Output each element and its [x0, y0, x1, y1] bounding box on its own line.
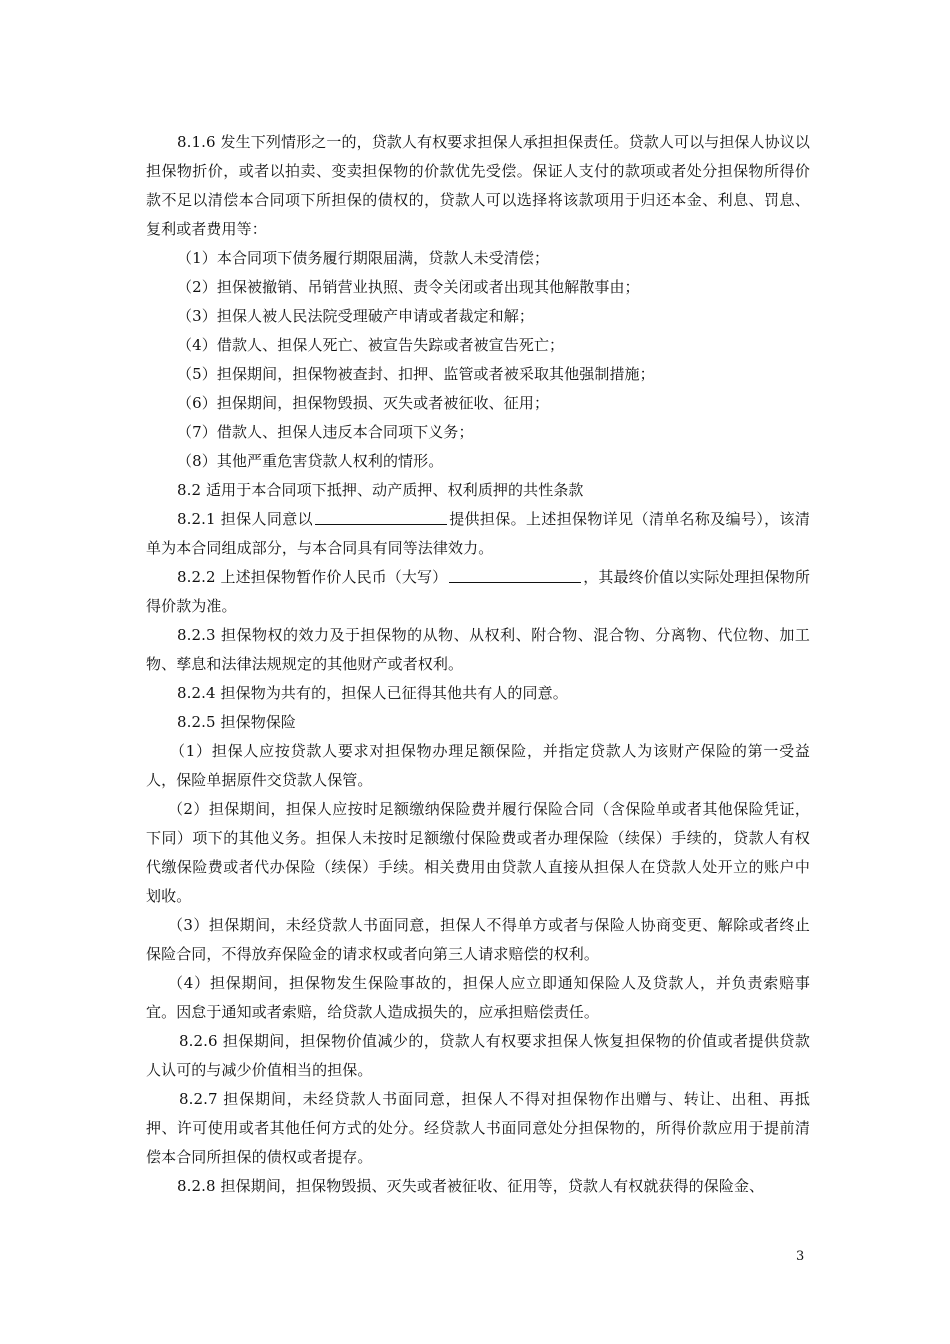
insurance-item-4: （4）担保期间，担保物发生保险事故的，担保人应立即通知保险人及贷款人，并负责索赔事宜。因怠于通知或者索赔，给贷款人造成损失的，应承担赔偿责任。: [146, 974, 810, 1021]
clause-8-2-8: 8.2.8 担保期间，担保物毁损、灭失或者被征收、征用等，贷款人有权就获得的保险金、: [177, 1177, 765, 1195]
clause-8-2-2: [146, 563, 810, 621]
clause-8-2-1-before: 8.2.1 担保人同意以: [177, 510, 313, 528]
list-item-7: （7）借款人、担保人违反本合同项下义务；: [177, 423, 474, 441]
clause-8-2-5: 8.2.5 担保物保险: [177, 713, 297, 731]
clause-8-2-2-after: ，其最终价值以实际处理担保物所得价款为准。: [146, 568, 810, 615]
fill-in-blank[interactable]: [449, 568, 581, 583]
page-number: 3: [796, 1249, 805, 1264]
document-body: [146, 128, 810, 1201]
list-item-8: （8）其他严重危害贷款人权利的情形。: [177, 452, 444, 470]
insurance-item-1: （1）担保人应按贷款人要求对担保物办理足额保险，并指定贷款人为该财产保险的第一受益人，保险单据原件交贷款人保管。: [146, 742, 810, 789]
list-item-3: （3）担保人被人民法院受理破产申请或者裁定和解；: [177, 307, 534, 325]
list-item-1: （1）本合同项下债务履行期限届满，贷款人未受清偿；: [177, 249, 550, 267]
clause-8-2-7: 8.2.7 担保期间，未经贷款人书面同意，担保人不得对担保物作出赠与、转让、出租、再抵押、许可使用或者其他任何方式的处分。经贷款人书面同意处分担保物的，所得价款应用于提前清偿本合同所担保的债权或者提存。: [146, 1090, 810, 1166]
clause-8-2-heading: 8.2 适用于本合同项下抵押、动产质押、权利质押的共性条款: [177, 481, 584, 499]
list-item-2: （2）担保被撤销、吊销营业执照、责令关闭或者出现其他解散事由；: [177, 278, 640, 296]
insurance-item-2: （2）担保期间，担保人应按时足额缴纳保险费并履行保险合同（含保险单或者其他保险凭证，下同）项下的其他义务。担保人未按时足额缴付保险费或者办理保险（续保）手续的，贷款人有权代缴保险费或者代办保险（续保）手续。相关费用由贷款人直接从担保人在贷款人处开立的账户中划收。: [146, 800, 810, 905]
clause-8-2-4: 8.2.4 担保物为共有的，担保人已征得其他共有人的同意。: [177, 684, 568, 702]
list-item-4: （4）借款人、担保人死亡、被宣告失踪或者被宣告死亡；: [177, 336, 565, 354]
clause-8-2-3: 8.2.3 担保物权的效力及于担保物的从物、从权利、附合物、混合物、分离物、代位物、加工物、孳息和法律法规规定的其他财产或者权利。: [146, 626, 810, 673]
list-item-6: （6）担保期间，担保物毁损、灭失或者被征收、征用；: [177, 394, 550, 412]
insurance-item-3: （3）担保期间，未经贷款人书面同意，担保人不得单方或者与保险人协商变更、解除或者终止保险合同，不得放弃保险金的请求权或者向第三人请求赔偿的权利。: [146, 916, 810, 963]
clause-8-2-1: [146, 505, 810, 563]
clause-8-2-1-after: 提供担保。上述担保物详见（清单名称及编号），该清单为本合同组成部分，与本合同具有同等法律效力。: [146, 510, 810, 557]
clause-8-2-6: 8.2.6 担保期间，担保物价值减少的，贷款人有权要求担保人恢复担保物的价值或者提供贷款人认可的与减少价值相当的担保。: [146, 1032, 810, 1079]
clause-8-2-2-before: 8.2.2 上述担保物暂作价人民币（大写）: [177, 568, 448, 586]
list-item-5: （5）担保期间，担保物被查封、扣押、监管或者被采取其他强制措施；: [177, 365, 655, 383]
clause-8-1-6: 8.1.6 发生下列情形之一的，贷款人有权要求担保人承担担保责任。贷款人可以与担保人协议以担保物折价，或者以拍卖、变卖担保物的价款优先受偿。保证人支付的款项或者处分担保物所得价款不足以清偿本合同项下所担保的债权的，贷款人可以选择将该款项用于归还本金、利息、罚息、复利或者费用等：: [146, 133, 810, 238]
fill-in-blank[interactable]: [315, 510, 447, 525]
